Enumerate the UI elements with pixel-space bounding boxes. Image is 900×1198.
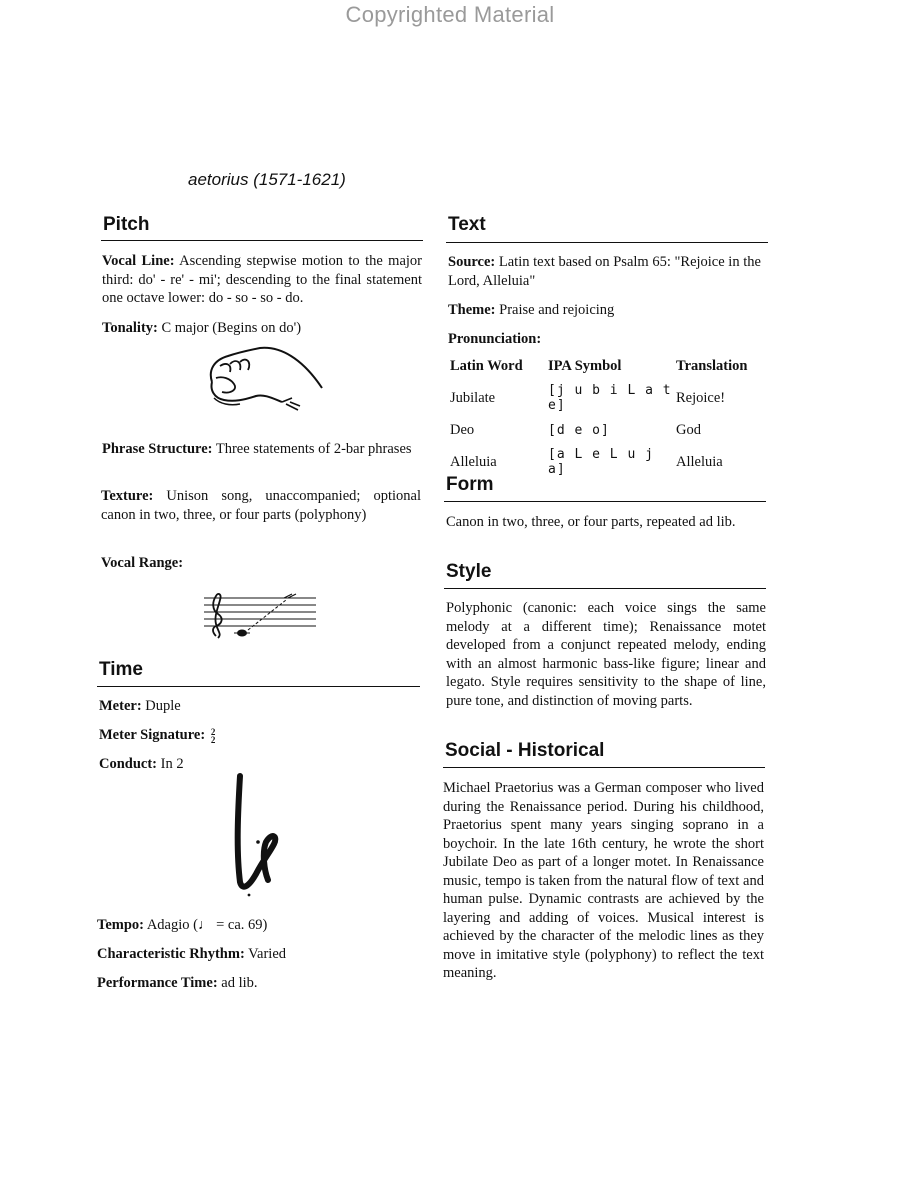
style-rule [444, 588, 766, 589]
table-row [450, 383, 768, 421]
source-text: Latin text based on Psalm 65: "Rejoice in the Lord, Alleluia" [448, 254, 761, 289]
tempo-field [97, 916, 267, 935]
tempo-label: Tempo: [97, 917, 144, 933]
latin-word-cell: Jubilate [450, 389, 496, 406]
form-text: Canon in two, three, or four parts, repeated ad lib. [446, 514, 736, 530]
col-latin-word: Latin Word [450, 358, 523, 374]
composer-title: aetorius (1571-1621) [188, 170, 346, 189]
phrase-structure-text: Three statements of 2-bar phrases [215, 441, 412, 457]
source-field [448, 253, 768, 290]
watermark: Copyrighted Material [345, 2, 555, 27]
pronunciation-header-row [450, 358, 768, 383]
theme-text: Praise and rejoicing [499, 302, 615, 318]
text-heading: Text [448, 214, 486, 235]
meter-signature-value [211, 728, 216, 744]
pronunciation-field [448, 330, 541, 349]
vocal-range-staff-icon [200, 588, 320, 640]
ipa-symbol-cell: [d e o] [548, 422, 610, 438]
performance-time-label: Performance Time: [97, 975, 218, 991]
texture-label: Texture: [101, 488, 154, 504]
time-rule [97, 686, 420, 687]
table-row [450, 447, 768, 485]
social-historical-text: Michael Praetorius was a German composer who lived during the Renaissance period. During his childhood, Praetorius spent many years singing soprano in a boychoir. In the late 16th century, he wrote the short Jubilate Deo as part of a longer motet. In Renaissance music, tempo is taken from the natural flow of text and human pulse. Dynamic contrasts are achieved by the layering and adding of voices. Musical interest is achieved by the character of the melodic lines as they move in imitative style (polyphony) to reflect the text meaning. [443, 780, 764, 981]
conduct-field [99, 755, 184, 774]
col-translation: Translation [676, 358, 748, 374]
characteristic-rhythm-label: Characteristic Rhythm: [97, 946, 245, 962]
tonality-text: C major (Begins on do') [161, 320, 302, 336]
time-heading: Time [99, 659, 144, 680]
vocal-line-text: Ascending stepwise motion to the major third: do' - re' - mi'; descending to the final statement one octave lower: do - so - so - do. [102, 253, 423, 306]
source-label: Source: [448, 254, 496, 270]
meter-signature-field [99, 726, 215, 745]
latin-word-cell: Alleluia [450, 453, 497, 470]
social-historical-rule [443, 767, 765, 768]
social-historical-heading: Social - Historical [445, 740, 605, 761]
conduct-label: Conduct: [99, 756, 158, 772]
col-ipa-symbol: IPA Symbol [548, 358, 622, 374]
theme-field [448, 301, 614, 320]
vocal-range-field [101, 554, 421, 573]
pronunciation-label: Pronunciation: [448, 331, 542, 347]
translation-cell: God [676, 421, 701, 438]
style-text: Polyphonic (canonic: each voice sings the same melody at a different time); Renaissance motet developed from a conjunct repeated melody, ending with an almost harmonic bass-like figure; linear and legato. Style requires sensitivity to the shape of line, pure tone, and distinction of moving parts. [446, 600, 766, 709]
latin-word-cell: Deo [450, 421, 475, 438]
phrase-structure-label: Phrase Structure: [102, 441, 213, 457]
performance-time-text: ad lib. [221, 975, 258, 991]
pitch-heading: Pitch [103, 214, 150, 235]
performance-time-field [97, 974, 258, 993]
form-heading: Form [446, 474, 494, 495]
tempo-text: Adagio (♩ = ca. 69) [146, 917, 268, 933]
tonality-label: Tonality: [102, 320, 158, 336]
phrase-structure-field [102, 440, 422, 459]
hand-sign-do-icon [200, 340, 330, 420]
characteristic-rhythm-field [97, 945, 286, 964]
conduct-text: In 2 [160, 756, 184, 772]
conducting-pattern-icon [222, 770, 286, 900]
meter-signature-label: Meter Signature: [99, 727, 206, 743]
meter-text: Duple [145, 698, 181, 714]
text-rule [446, 242, 768, 243]
meter-label: Meter: [99, 698, 142, 714]
style-heading: Style [446, 561, 492, 582]
form-rule [444, 501, 766, 502]
meter-field [99, 697, 181, 716]
texture-field [101, 487, 421, 524]
pitch-rule [101, 240, 423, 241]
characteristic-rhythm-text: Varied [248, 946, 287, 962]
vocal-line-field [102, 252, 422, 308]
translation-cell: Rejoice! [676, 389, 726, 406]
ipa-symbol-cell: [a L e L u j a] [548, 447, 654, 477]
meter-signature-bottom: 2 [210, 734, 216, 745]
theme-label: Theme: [448, 302, 496, 318]
meter-signature-top: 2 [210, 726, 216, 737]
vocal-line-label: Vocal Line: [102, 253, 175, 269]
table-row [450, 421, 768, 447]
pronunciation-table [450, 358, 768, 485]
texture-text: Unison song, unaccompanied; optional canon in two, three, or four parts (polyphony) [101, 488, 421, 523]
tonality-field [102, 319, 422, 338]
translation-cell: Alleluia [676, 453, 723, 470]
vocal-range-label: Vocal Range: [101, 555, 184, 571]
ipa-symbol-cell: [j u b i L a t e] [548, 383, 672, 413]
